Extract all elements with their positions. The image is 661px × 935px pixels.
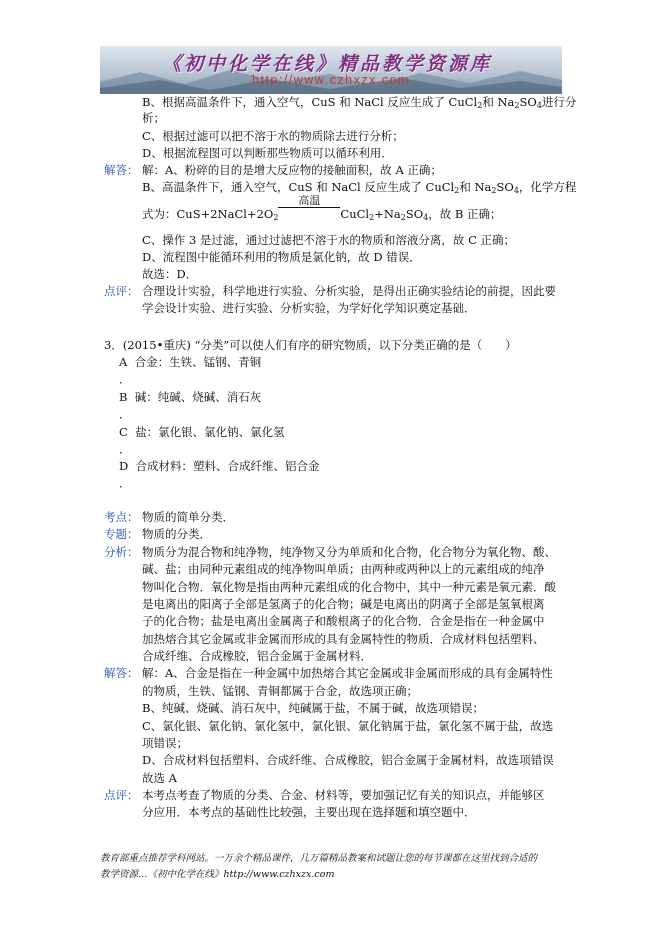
- q2-jieda-a: 解：A、粉碎的目的是增大反应物的接触面积，故 A 正确；: [142, 163, 442, 177]
- q2-jieda-label: 解答：: [104, 163, 139, 177]
- q3-option-c-dot: ．: [119, 442, 131, 456]
- q2-jieda-b: B、高温条件下，通入空气，CuS 和 NaCl 反应生成了 CuCl$_2$和 $Na_2SO_4$，化学方程: [142, 180, 577, 195]
- q2-dianping-line-1: 合理设计实验，科学地进行实验、分析实验，是得出正确实验结论的前提，因此要: [142, 284, 556, 298]
- q3-option-a: A 合金：生铁、锰钢、青铜: [119, 355, 262, 369]
- q3-zhuanti: 物质的分类．: [142, 527, 211, 541]
- q3-fenxi-line: 碱、盐；由同种元素组成的纯净物叫单质；由两种或两种以上的元素组成的纯净: [142, 562, 545, 576]
- q3-fenxi-line: 物质分为混合物和纯净物，纯净物又分为单质和化合物，化合物分为氧化物、酸、: [142, 545, 556, 559]
- q2-option-b-cont: 析；: [142, 111, 165, 125]
- header-banner: [100, 46, 562, 94]
- q2-jieda-d: D、流程图中能循环利用的物质是氯化钠，故 D 错误．: [142, 250, 421, 264]
- q3-stem: 3．(2015•重庆) “分类”可以使人们有序的研究物质，以下分类正确的是（ ）: [104, 338, 517, 352]
- footer-line-1: 教育部重点推荐学科网站。一万余个精品课件，几万篇精品教案和试题让您的每节课都在这里找到合适的: [100, 853, 538, 864]
- q3-dianping-label: 点评：: [104, 788, 139, 802]
- q3-jieda-line: 的物质，生铁、锰钢、青铜都属于合金，故选项正确；: [142, 684, 418, 698]
- q2-jieda-c: C、操作 3 是过滤，通过过滤把不溶于水的物质和溶液分离，故 C 正确；: [142, 233, 516, 247]
- q3-option-d: D 合成材料：塑料、合成纤维、铝合金: [119, 459, 320, 473]
- q2-option-b: B、根据高温条件下，通入空气，CuS 和 NaCl 反应生成了 CuCl$_2$和 $Na_2SO_4$进行分: [142, 95, 577, 110]
- q3-kaodian: 物质的简单分类．: [142, 510, 234, 524]
- q3-option-a-dot: ．: [119, 372, 131, 386]
- q3-fenxi-line: 合成纤维、合成橡胶，铝合金属于金属材料．: [142, 649, 372, 663]
- q2-option-c: C、根据过滤可以把不溶于水的物质除去进行分析；: [142, 129, 404, 143]
- q3-jieda-line: D、合成材料包括塑料、合成纤维、合成橡胶，铝合金属于金属材料，故选项错误: [142, 753, 554, 767]
- q3-dianping-line: 分应用．本考点的基础性比较强，主要出现在选择题和填空题中．: [142, 805, 476, 819]
- q3-fenxi-line: 加热熔合其它金属或非金属而形成的具有金属特性的物质．合成材料包括塑料、: [142, 632, 545, 646]
- q3-jieda-label: 解答：: [104, 666, 139, 680]
- q3-option-c: C 盐：氯化银、氯化钠、氯化氢: [119, 425, 285, 439]
- q3-jieda-line: B、纯碱、烧碱、消石灰中，纯碱属于盐，不属于碱，故选项错误；: [142, 701, 484, 715]
- q3-kaodian-label: 考点：: [104, 510, 139, 524]
- q2-formula: 式为：$CuS+2NaCl+2O_2$ 高温 $CuCl_2+Na_2SO_4$，故 B 正确；: [142, 194, 502, 222]
- q3-dianping-line: 本考点考查了物质的分类、合金、材料等，要加强记忆有关的知识点，并能够区: [142, 788, 545, 802]
- footer-line-2: 教学资源…《初中化学在线》http://www.czhxzx.com: [100, 869, 335, 880]
- banner-url[interactable]: http://www.czhxzx.com: [252, 73, 410, 87]
- q3-fenxi-line: 是电离出的阳离子全部是氢离子的化合物；碱是电离出的阴离子全部是氢氧根离: [142, 597, 545, 611]
- q2-dianping-line-2: 学会设计实验、进行实验、分析实验，为学好化学知识奠定基础．: [142, 301, 476, 315]
- q3-option-b: B 碱：纯碱、烧碱、消石灰: [119, 390, 262, 404]
- q3-fenxi-line: 子的化合物；盐是电离出金属离子和酸根离子的化合物．合金是指在一种金属中: [142, 614, 545, 628]
- q2-dianping-label: 点评：: [104, 284, 139, 298]
- reaction-condition: 高温: [278, 207, 340, 222]
- q3-fenxi-label: 分析：: [104, 545, 139, 559]
- q3-jieda-line: 故选 A: [142, 771, 177, 785]
- q3-jieda-line: C、氯化银、氯化钠、氯化氢中，氯化银、氯化钠属于盐，氯化氢不属于盐，故选: [142, 719, 554, 733]
- q3-option-b-dot: ．: [119, 407, 131, 421]
- q3-fenxi-line: 物叫化合物．氧化物是指由两种元素组成的化合物中，其中一种元素是氧元素．酸: [142, 580, 556, 594]
- q3-jieda-line: 解：A、合金是指在一种金属中加热熔合其它金属或非金属而形成的具有金属特性: [142, 666, 553, 680]
- q2-answer: 故选：D．: [142, 267, 198, 281]
- q3-jieda-line: 项错误；: [142, 736, 188, 750]
- q2-option-d: D、根据流程图可以判断那些物质可以循环利用．: [142, 146, 393, 160]
- q3-zhuanti-label: 专题：: [104, 527, 139, 541]
- banner-title: 《初中化学在线》精品教学资源库: [162, 53, 493, 75]
- q3-option-d-dot: ．: [119, 476, 131, 490]
